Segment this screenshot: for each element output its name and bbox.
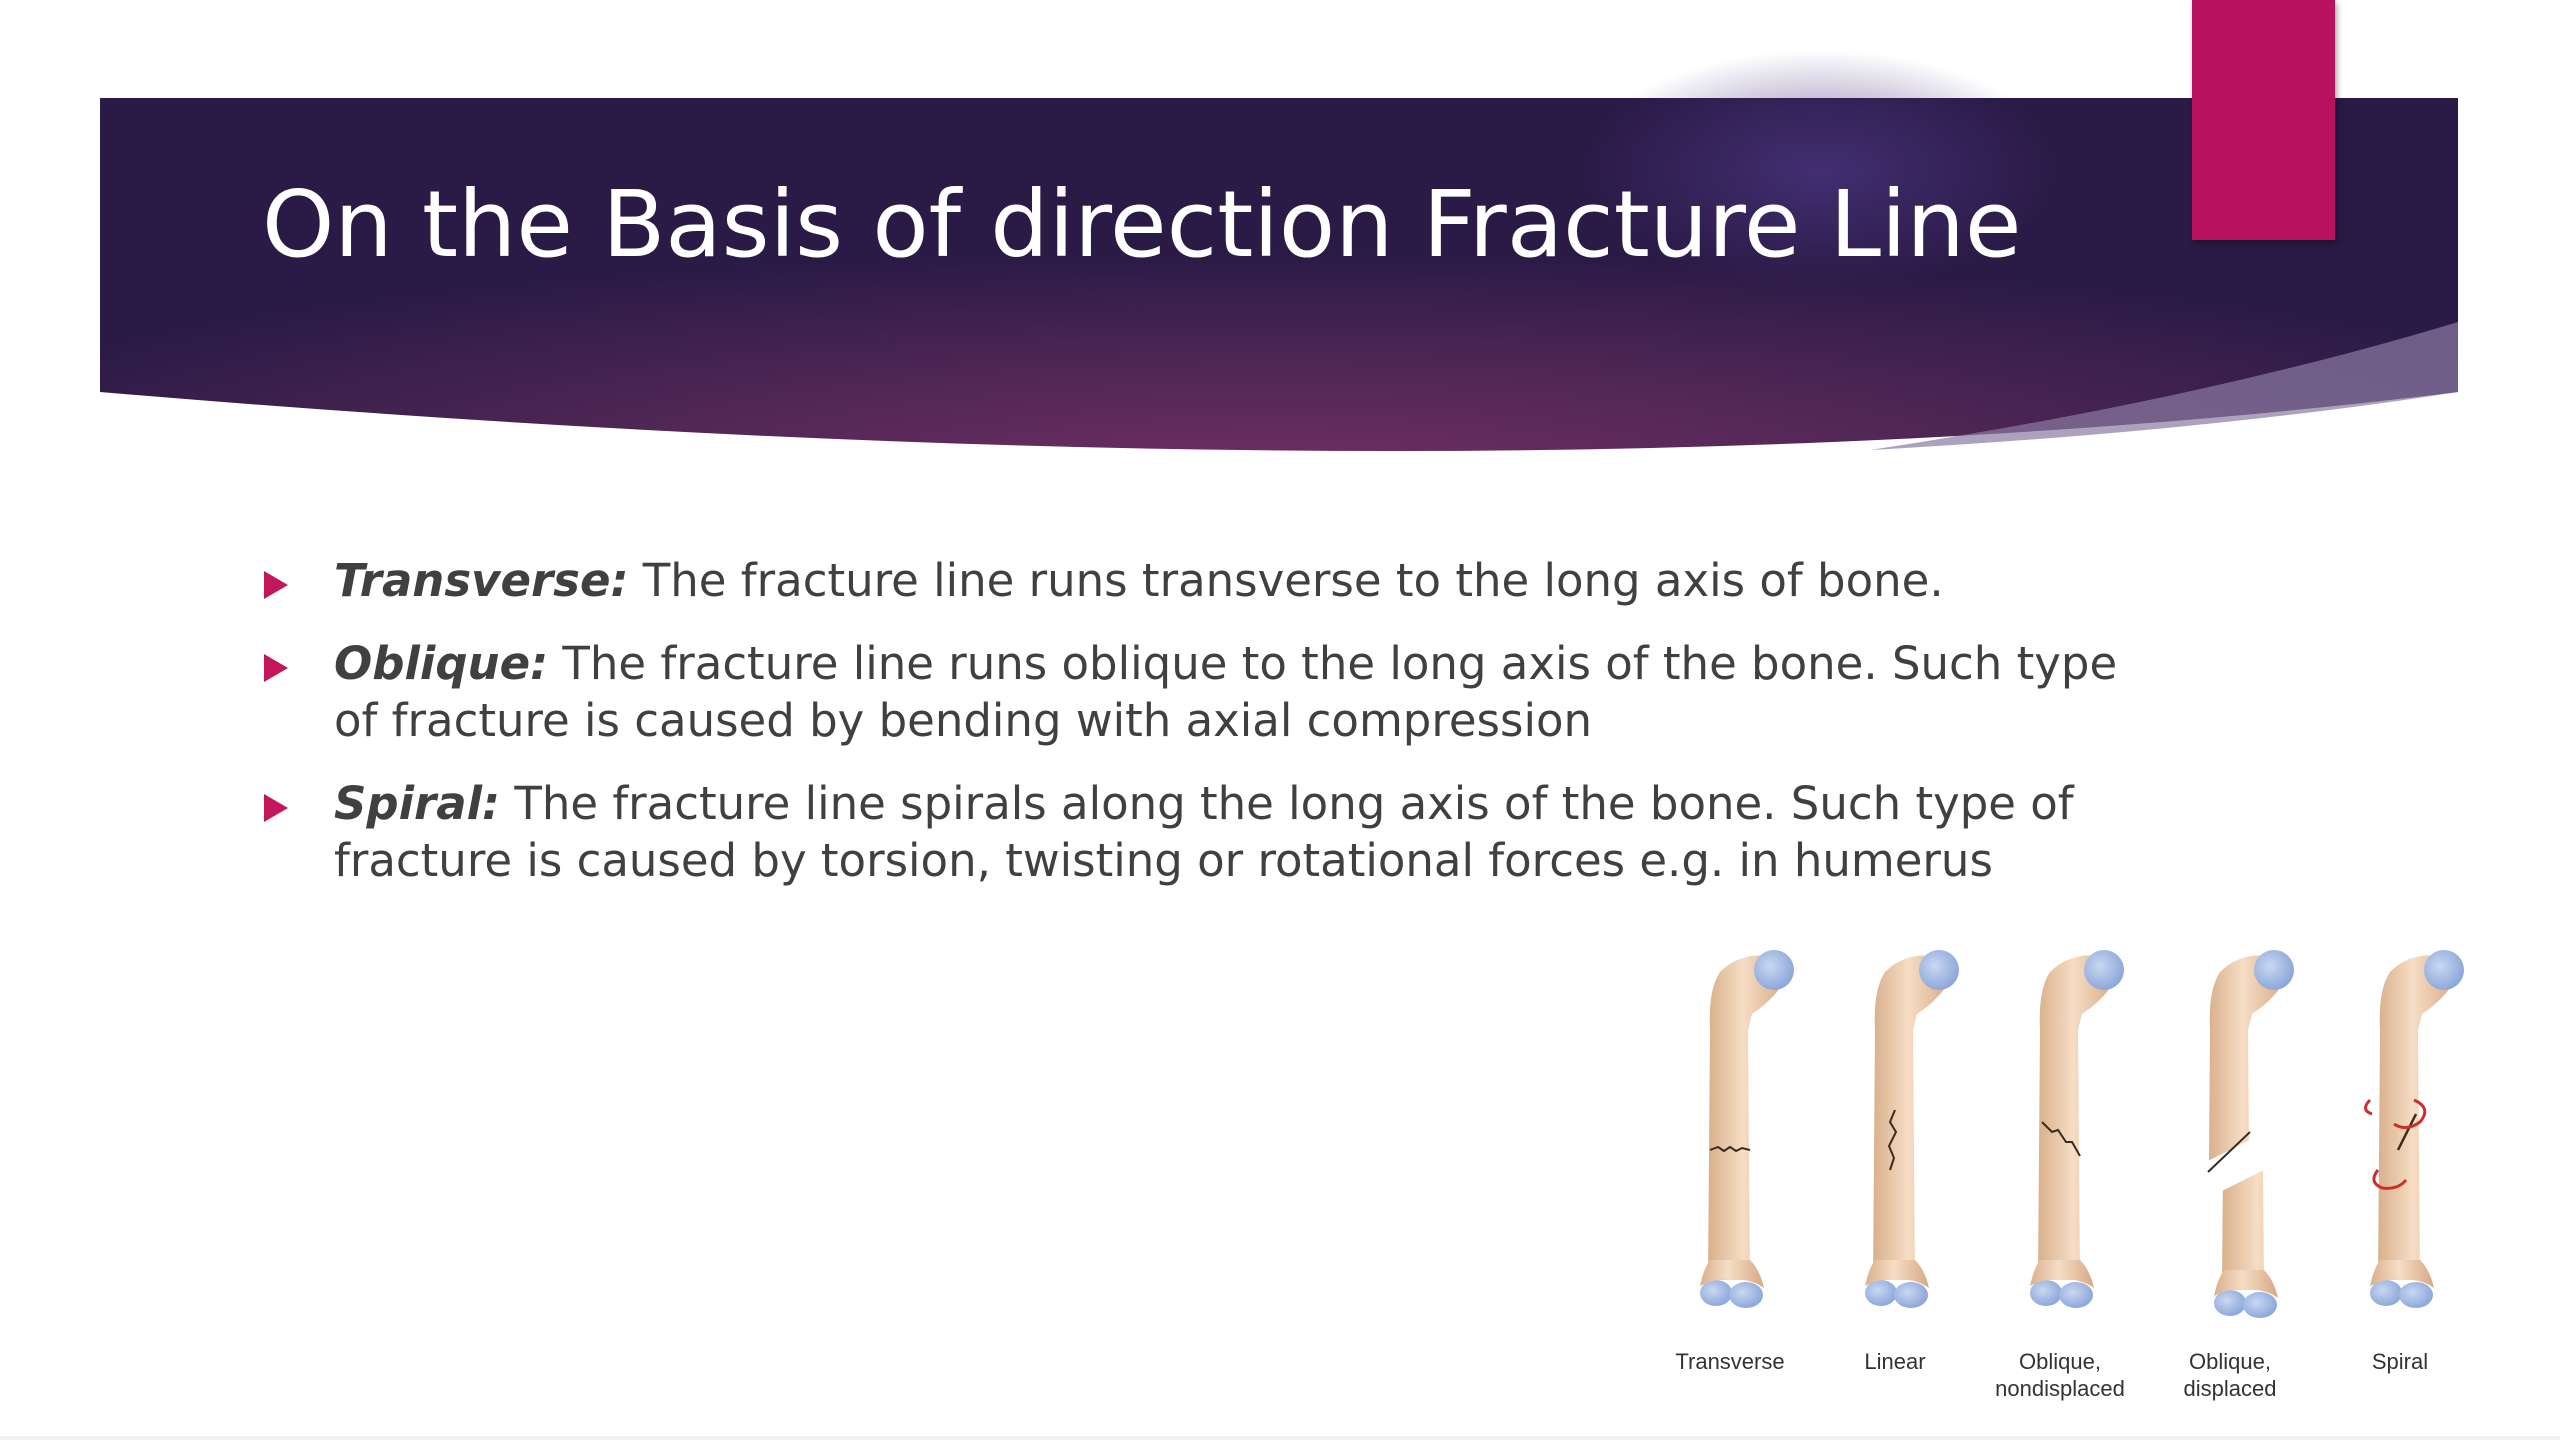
bullet-text: The fracture line runs transverse to the long axis of bone. <box>628 554 1944 607</box>
bottom-rule <box>0 1436 2560 1440</box>
bone-linear <box>1865 950 1959 1308</box>
label-oblique-nondisplaced: Oblique, nondisplaced <box>1995 1349 2125 1401</box>
bone-spiral <box>2365 950 2464 1308</box>
bullet-term: Oblique: <box>334 637 549 690</box>
bullet-transverse <box>262 552 2162 609</box>
bullet-text: The fracture line runs oblique to the long axis of the bone. Such type of fracture is caused by bending with axial compression <box>334 637 2118 747</box>
bone-transverse <box>1700 950 1794 1308</box>
bone-illustration <box>1630 930 2490 1330</box>
bullet-list <box>262 552 2162 915</box>
bullet-term: Spiral: <box>334 777 501 830</box>
label-oblique-displaced: Oblique, displaced <box>2183 1349 2277 1401</box>
bullet-spiral <box>262 775 2162 889</box>
fracture-types-figure <box>1630 930 2490 1410</box>
bullet-oblique <box>262 635 2162 749</box>
bullet-term: Transverse: <box>334 554 629 607</box>
bone-oblique-nondisplaced <box>2030 950 2124 1308</box>
slide-title: On the Basis of direction Fracture Line <box>262 171 2022 278</box>
bullet-text: The fracture line spirals along the long axis of the bone. Such type of fracture is caused by torsion, twisting or rotational forces e.g. in humerus <box>334 777 2074 887</box>
label-spiral: Spiral <box>2371 1349 2429 1374</box>
label-transverse: Transverse <box>1675 1349 1785 1374</box>
label-linear: Linear <box>1864 1349 1926 1374</box>
bone-oblique-displaced <box>2200 950 2308 1318</box>
accent-tab <box>2192 0 2335 240</box>
bullet-arrow-icon <box>264 654 288 682</box>
bullet-arrow-icon <box>264 794 288 822</box>
bullet-arrow-icon <box>264 571 288 599</box>
